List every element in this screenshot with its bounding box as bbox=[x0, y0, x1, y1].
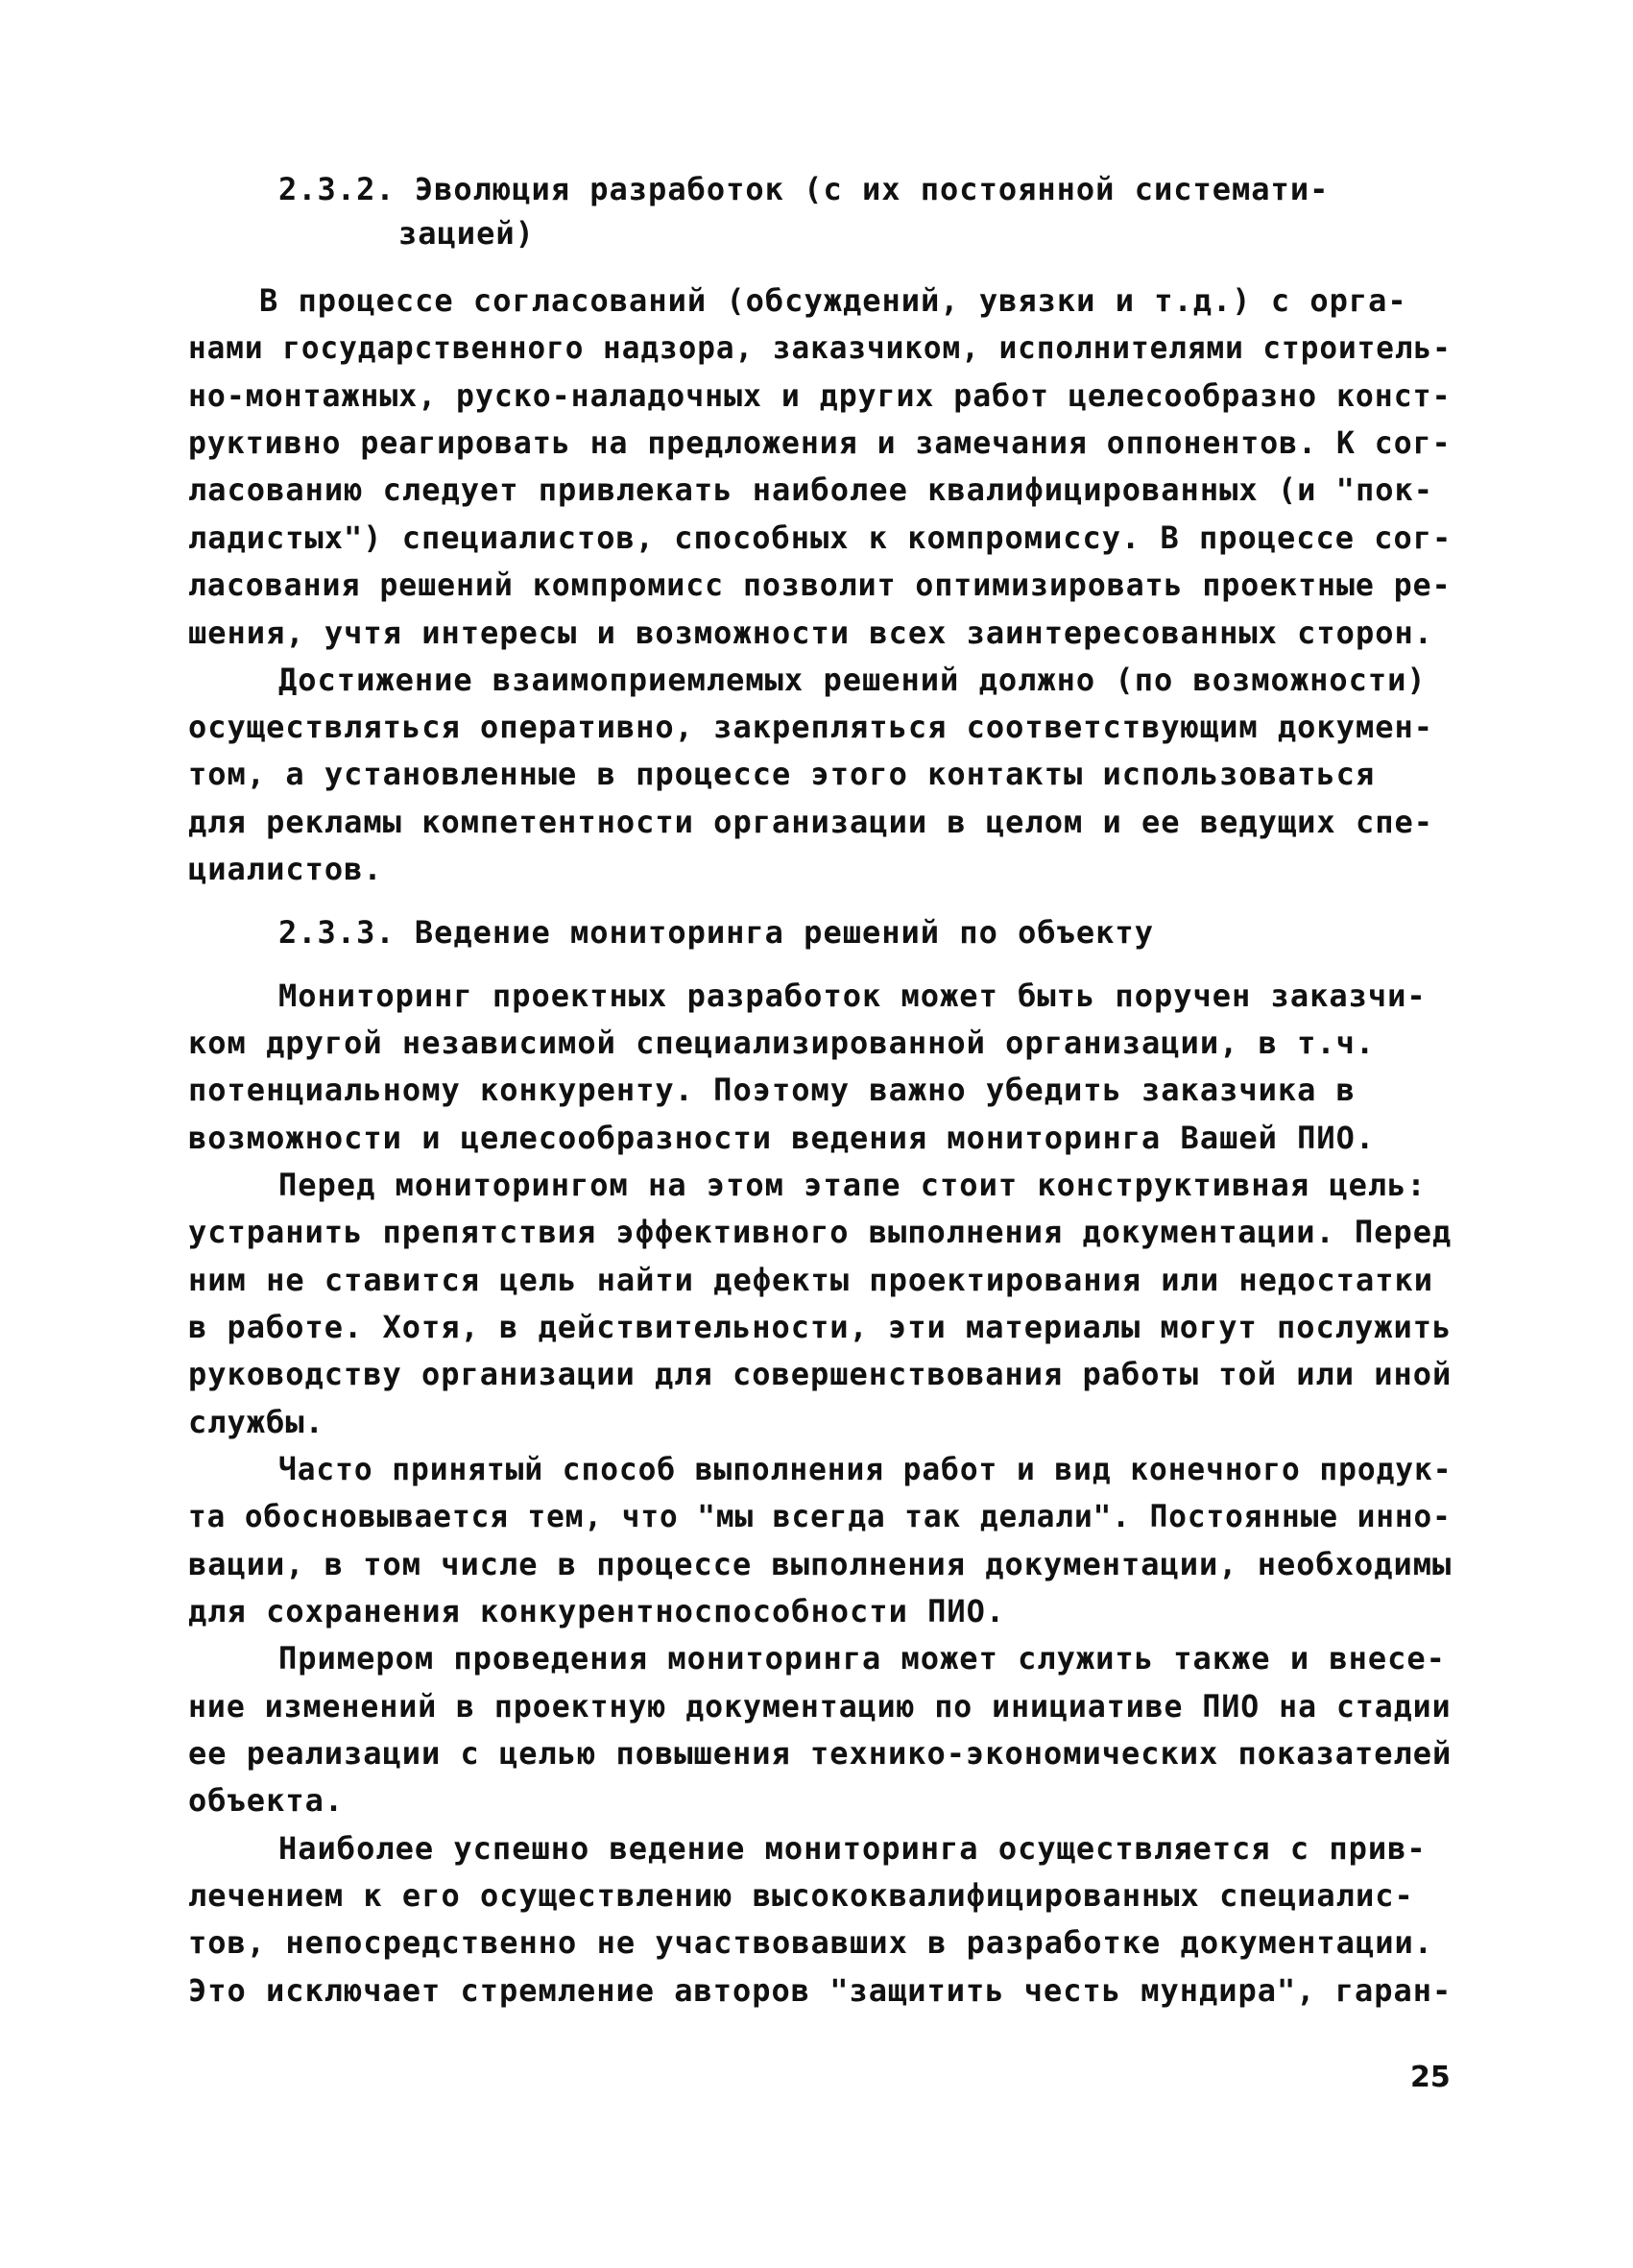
text-line: Достижение взаимоприемлемых решений должно (по возможности) bbox=[278, 662, 1427, 698]
text-line: Часто принятый способ выполнения работ и вид конечного продук- bbox=[278, 1451, 1453, 1487]
text-line: Примером проведения мониторинга может служить также и внесе- bbox=[278, 1640, 1446, 1677]
text-line: ласованию следует привлекать наиболее квалифицированных (и "пок- bbox=[188, 471, 1433, 508]
text-line: нами государственного надзора, заказчиком, исполнителями строитель- bbox=[188, 329, 1452, 366]
text-line: возможности и целесообразности ведения мониторинга Вашей ПИО. bbox=[188, 1120, 1376, 1156]
text-line: службы. bbox=[188, 1404, 324, 1440]
text-line: потенциальному конкуренту. Поэтому важно убедить заказчика в bbox=[188, 1072, 1356, 1108]
text-line: 2.3.3. Ведение мониторинга решений по объекту bbox=[278, 914, 1154, 951]
text-line: том, а установленные в процессе этого контакты использоваться bbox=[188, 756, 1376, 792]
text-line: лечением к его осуществлению высококвалифицированных специалис- bbox=[188, 1877, 1414, 1914]
page-number: 25 bbox=[1410, 2061, 1451, 2094]
text-line: ком другой независимой специализированной организации, в т.ч. bbox=[188, 1025, 1376, 1061]
text-line: осуществляться оперативно, закрепляться соответствующим докумен- bbox=[188, 709, 1433, 745]
text-line: циалистов. bbox=[188, 851, 383, 887]
text-line: ее реализации с целью повышения технико-экономических показателей bbox=[188, 1735, 1453, 1772]
text-line: та обосновывается тем, что "мы всегда так делали". Постоянные инно- bbox=[188, 1498, 1452, 1534]
text-line: руководству организации для совершенствования работы той или иной bbox=[188, 1356, 1453, 1392]
text-line: тов, непосредственно не участвовавших в разработке документации. bbox=[188, 1924, 1433, 1961]
text-line: ним не ставится цель найти дефекты проектирования или недостатки bbox=[188, 1262, 1433, 1298]
text-line: для сохранения конкурентноспособности ПИО. bbox=[188, 1593, 1006, 1629]
text-line: ние изменений в проектную документацию по инициативе ПИО на стадии bbox=[188, 1688, 1452, 1725]
text-line: в работе. Хотя, в действительности, эти материалы могут послужить bbox=[188, 1309, 1453, 1345]
text-line: зацией) bbox=[398, 215, 535, 252]
text-line: вации, в том числе в процессе выполнения документации, необходимы bbox=[188, 1546, 1453, 1582]
text-line: Наиболее успешно ведение мониторинга осуществляется с прив- bbox=[278, 1830, 1427, 1867]
text-line: устранить препятствия эффективного выполнения документации. Перед bbox=[188, 1214, 1453, 1250]
text-line: ладистых") специалистов, способных к компромиссу. В процессе сог- bbox=[188, 519, 1453, 556]
text-line: Это исключает стремление авторов "защитить честь мундира", гаран- bbox=[188, 1972, 1453, 2009]
text-line: но-монтажных, руско-наладочных и других работ целесообразно конст- bbox=[188, 377, 1452, 414]
text-line: шения, учтя интересы и возможности всех заинтересованных сторон. bbox=[188, 615, 1433, 651]
text-line: ласования решений компромисс позволит оптимизировать проектные ре- bbox=[188, 567, 1452, 603]
text-line: В процессе согласований (обсуждений, увязки и т.д.) с орга- bbox=[259, 282, 1407, 319]
text-line: для рекламы компетентности организации в целом и ее ведущих спе- bbox=[188, 804, 1433, 840]
text-line: объекта. bbox=[188, 1782, 345, 1819]
text-line: руктивно реагировать на предложения и замечания оппонентов. К сог- bbox=[188, 424, 1452, 461]
text-line: Мониторинг проектных разработок может быть поручен заказчи- bbox=[278, 977, 1427, 1014]
text-line: 2.3.2. Эволюция разработок (с их постоянной системати- bbox=[278, 171, 1330, 207]
text-line: Перед мониторингом на этом этапе стоит конструктивная цель: bbox=[278, 1167, 1427, 1203]
